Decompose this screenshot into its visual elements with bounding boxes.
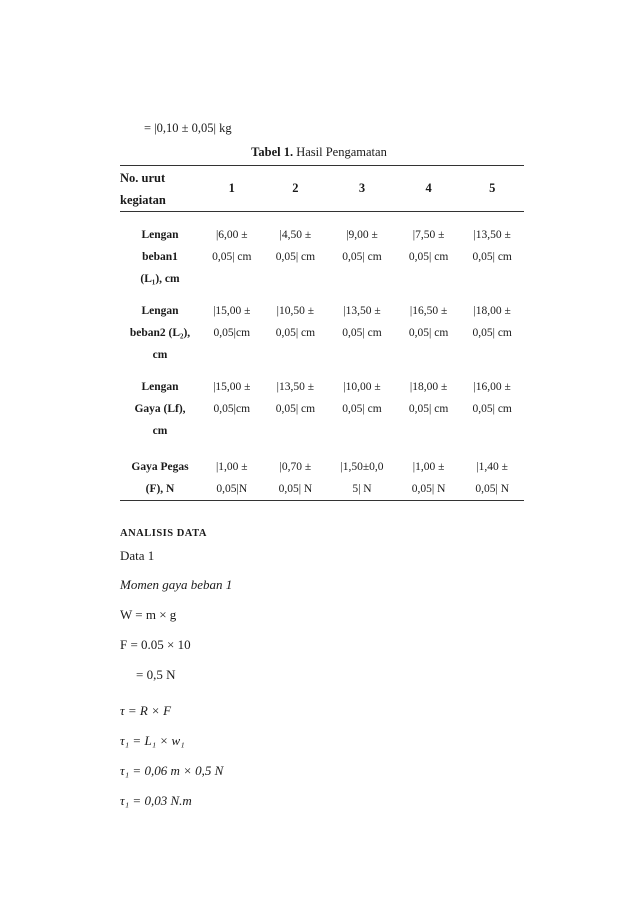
force-formula: F = 0.05 × 10 <box>120 637 191 652</box>
table-cell: |18,00 ± 0,05| cm <box>408 381 449 415</box>
table-cell: |1,50±0,0 5| N <box>340 461 384 495</box>
table-cell: |1,40 ± 0,05| N <box>475 461 509 495</box>
table-caption-text: Hasil Pengamatan <box>293 145 387 159</box>
row-label-line: beban2 (L₂), <box>129 327 191 339</box>
row-label <box>120 366 200 442</box>
torque1-result: τ₁ = 0,03 N.m <box>120 793 192 808</box>
table-cell: |18,00 ± 0,05| cm <box>472 305 512 339</box>
table-cell: |10,00 ± 0,05| cm <box>342 381 382 415</box>
header-label-line: kegiatan <box>120 192 166 207</box>
table-row <box>120 212 524 291</box>
table-cell: |9,00 ± 0,05| cm <box>342 229 382 263</box>
weight-formula: W = m × g <box>120 607 177 622</box>
row-label <box>120 442 200 501</box>
torque-definition: τ = R × F <box>120 703 172 718</box>
table-cell: |7,50 ± 0,05| cm <box>408 229 449 263</box>
observation-table <box>120 165 524 501</box>
table-cell: |1,00 ± 0,05| N <box>411 461 446 495</box>
table-cell: |13,50 ± 0,05| cm <box>472 229 512 263</box>
table-cell: |15,00 ± 0,05|cm <box>213 305 251 339</box>
table-cell: |10,50 ± 0,05| cm <box>275 305 316 339</box>
mass-equation: = |0,10 ± 0,05| kg <box>144 121 232 135</box>
column-header: 4 <box>425 181 432 195</box>
table-cell: |15,00 ± 0,05|cm <box>213 381 251 415</box>
row-label-line: (F), N <box>145 483 175 495</box>
table-cell: |13,50 ± 0,05| cm <box>275 381 316 415</box>
table-cell: |4,50 ± 0,05| cm <box>275 229 316 263</box>
header-label-line: No. urut <box>120 170 166 185</box>
table-cell: |6,00 ± 0,05| cm <box>212 229 252 263</box>
table-cell: |0,70 ± 0,05| N <box>278 461 313 495</box>
row-label-line: cm <box>152 349 168 361</box>
table-row <box>120 366 524 442</box>
row-label <box>120 212 200 291</box>
row-label-line: (L₁), cm <box>140 273 180 285</box>
column-header: 2 <box>292 181 299 195</box>
table-caption <box>0 145 638 160</box>
table-row <box>120 442 524 501</box>
row-label-line: Gaya (Lf), <box>134 403 186 415</box>
table-cell: |1,00 ± 0,05|N <box>215 461 248 495</box>
force-result: = 0,5 N <box>136 667 176 682</box>
row-label-line: Lengan <box>141 305 179 317</box>
table-header-row <box>120 166 524 212</box>
torque1-substitution: τ₁ = 0,06 m × 0,5 N <box>120 763 224 778</box>
section-heading: ANALISIS DATA <box>120 528 207 539</box>
header-activity-label <box>120 166 200 212</box>
table-cell: |16,00 ± 0,05| cm <box>472 381 512 415</box>
data-label: Data 1 <box>120 548 155 563</box>
row-label-line: Gaya Pegas <box>131 461 189 473</box>
row-label-line: Lengan <box>141 229 179 241</box>
table-cell: |13,50 ± 0,05| cm <box>342 305 382 339</box>
torque1-definition: τ₁ = L₁ × w₁ <box>120 733 185 748</box>
moment-heading: Momen gaya beban 1 <box>120 577 233 592</box>
table-caption-label: Tabel 1. <box>251 145 294 159</box>
column-header: 5 <box>489 181 496 195</box>
row-label-line: cm <box>152 425 168 437</box>
table-cell: |16,50 ± 0,05| cm <box>408 305 449 339</box>
table-row <box>120 290 524 366</box>
column-header: 1 <box>228 181 235 195</box>
column-header: 3 <box>358 181 366 195</box>
row-label <box>120 290 200 366</box>
row-label-line: Lengan <box>141 381 179 393</box>
row-label-line: beban1 <box>142 251 178 263</box>
